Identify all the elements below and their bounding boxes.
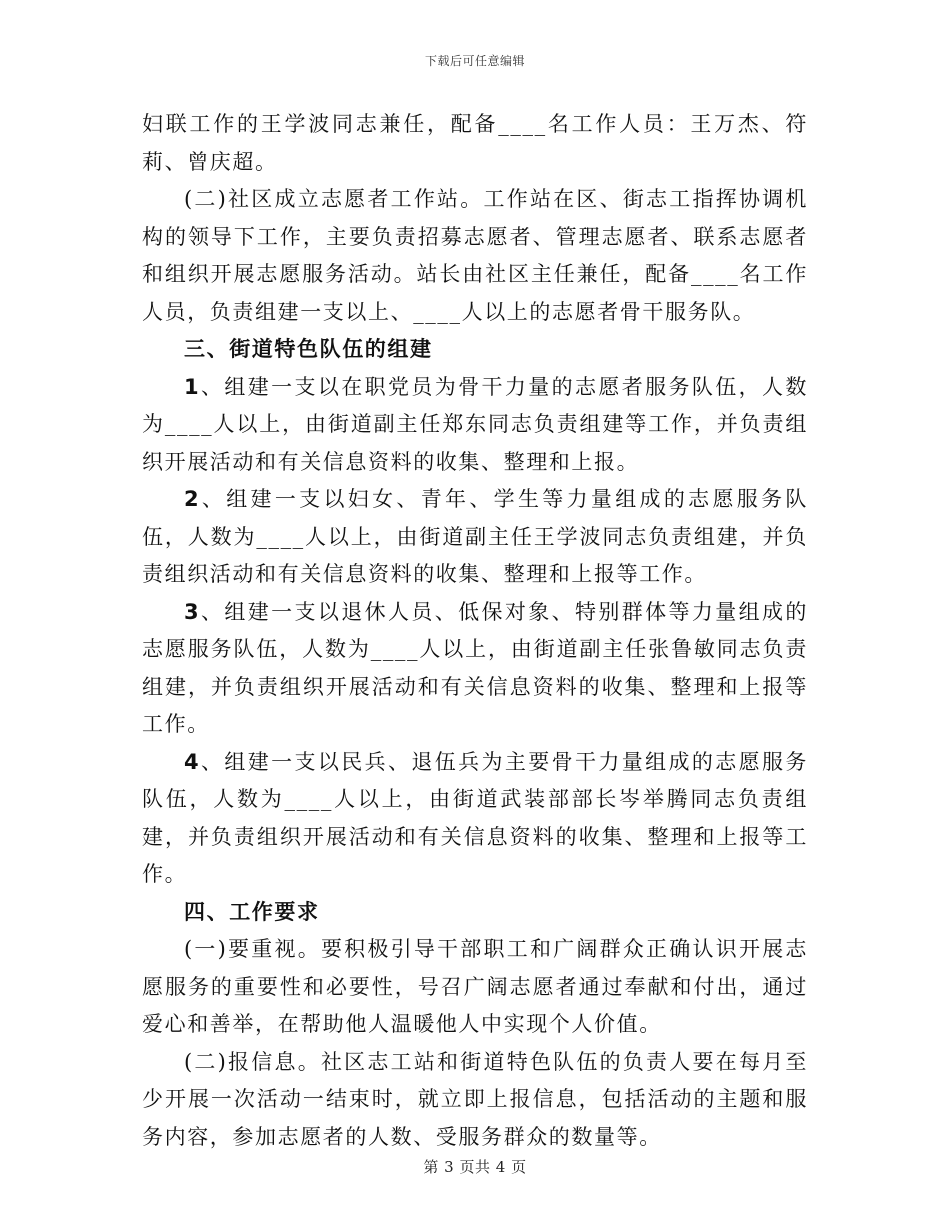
list-item-4-text: 、组建一支以民兵、退伍兵为主要骨干力量组成的志愿服务队伍，人数为____人以上，由街道武装部部长岑举腾同志负责组建，并负责组织开展活动和有关信息资料的收集、整理和上报等工作。 <box>142 749 808 886</box>
list-item-1 <box>142 369 808 482</box>
list-item-1-number: 1 <box>184 374 201 399</box>
document-body <box>142 106 808 1156</box>
section-heading-3: 三、街道特色队伍的组建 <box>184 337 433 361</box>
page-header: 下载后可任意编辑 <box>424 54 525 68</box>
paragraph-continuation: 妇联工作的王学波同志兼任，配备____名工作人员：王万杰、符莉、曾庆超。 <box>142 112 808 174</box>
list-item-1-text: 、组建一支以在职党员为骨干力量的志愿者服务队伍，人数为____人以上，由街道副主任郑东同志负责组建等工作，并负责组织开展活动和有关信息资料的收集、整理和上报。 <box>142 374 808 474</box>
list-item-3 <box>142 594 808 744</box>
list-item-2-number: 2 <box>184 487 201 511</box>
list-item-4 <box>142 744 808 894</box>
requirement-1: (一)要重视。要积极引导干部职工和广阔群众正确认识开展志愿服务的重要性和必要性，号召广阔志愿者通过奉献和付出，通过爱心和善举，在帮助他人温暖他人中实现个人价值。 <box>142 937 808 1036</box>
list-item-2-text: 、组建一支以妇女、青年、学生等力量组成的志愿服务队伍，人数为____人以上，由街道副主任王学波同志负责组建，并负责组织活动和有关信息资料的收集、整理和上报等工作。 <box>142 487 808 586</box>
list-item-3-number: 3 <box>184 599 201 624</box>
list-item-4-number: 4 <box>184 749 201 774</box>
paragraph-volunteer-station: (二)社区成立志愿者工作站。工作站在区、街志工指挥协调机构的领导下工作，主要负责招募志愿者、管理志愿者、联系志愿者和组织开展志愿服务活动。站长由社区主任兼任，配备____名工作人员，负责组建一支以上、____人以上的志愿者骨干服务队。 <box>142 187 808 324</box>
page-footer: 第 3 页共 4 页 <box>423 1158 527 1176</box>
requirement-2: (二)报信息。社区志工站和街道特色队伍的负责人要在每月至少开展一次活动一结束时，就立即上报信息，包括活动的主题和服务内容，参加志愿者的人数、受服务群众的数量等。 <box>142 1049 808 1149</box>
section-heading-4: 四、工作要求 <box>184 899 320 924</box>
list-item-3-text: 、组建一支以退休人员、低保对象、特别群体等力量组成的志愿服务队伍，人数为____人以上，由街道副主任张鲁敏同志负责组建，并负责组织开展活动和有关信息资料的收集、整理和上报等工作。 <box>142 599 808 736</box>
list-item-2 <box>142 481 808 594</box>
